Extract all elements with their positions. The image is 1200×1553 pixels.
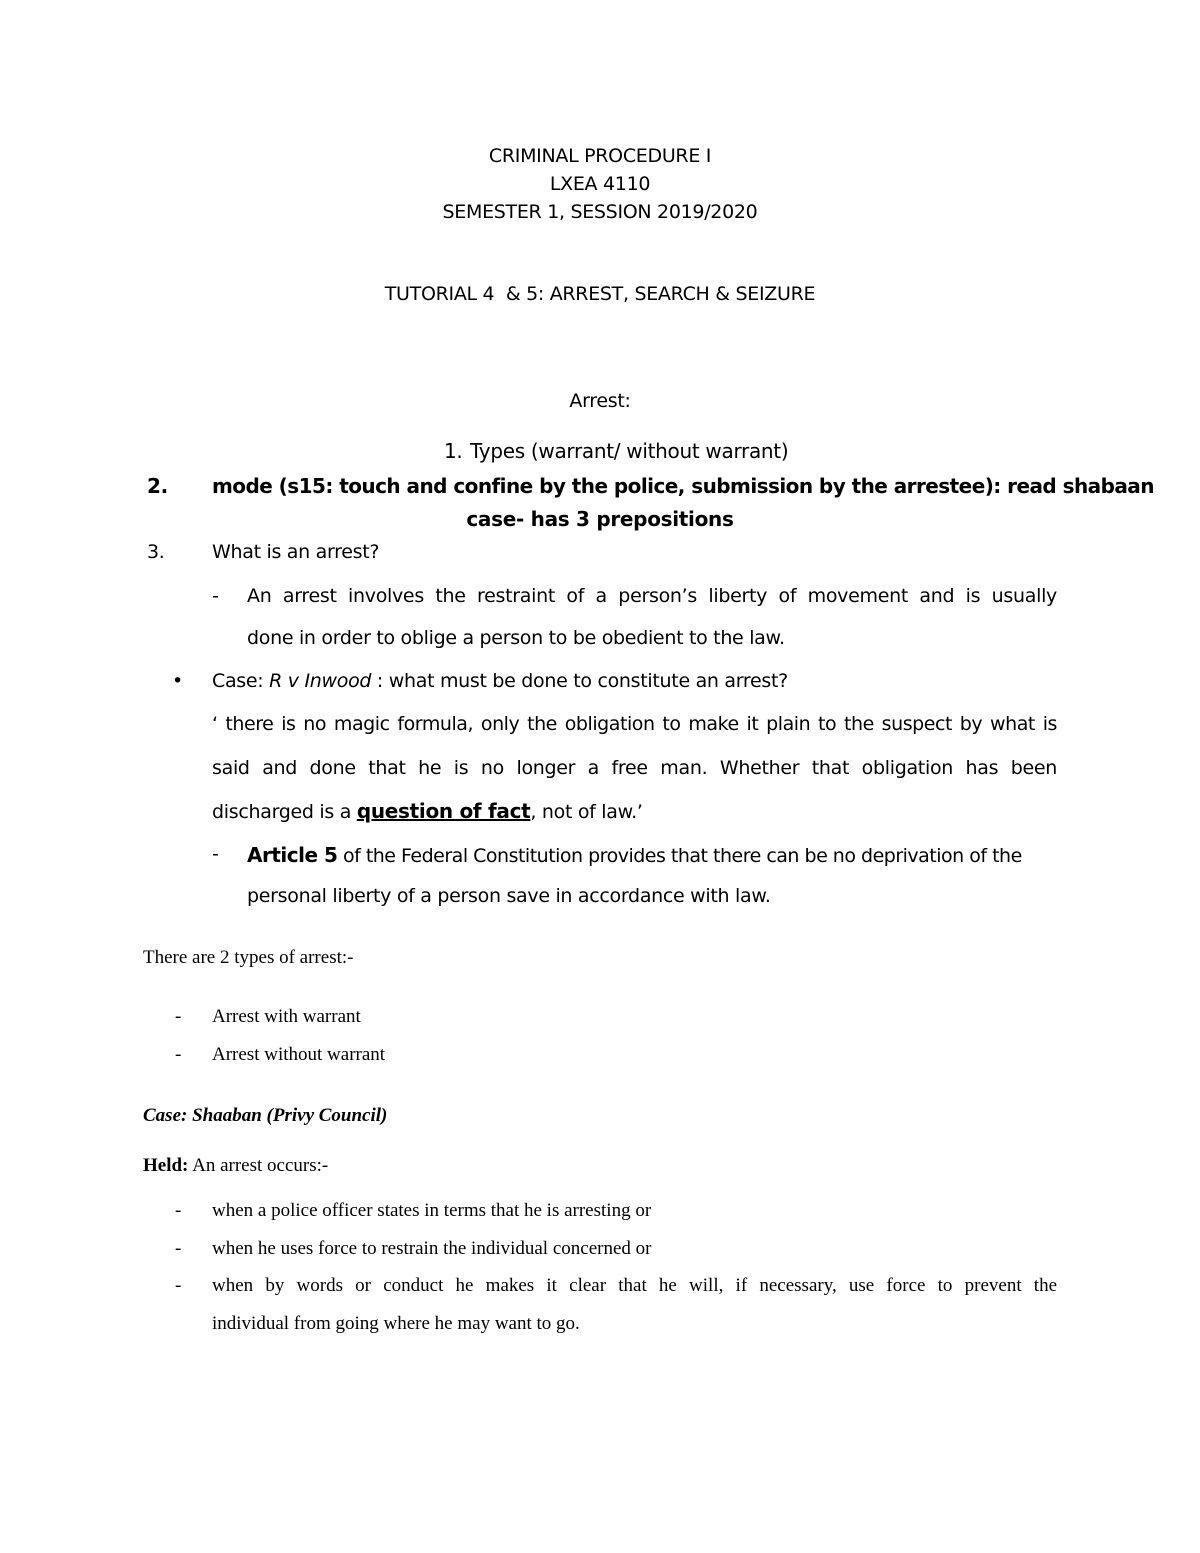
type-with-warrant: Arrest with warrant bbox=[212, 1006, 361, 1027]
list-item-what-is-arrest: What is an arrest? bbox=[212, 541, 380, 563]
semester-line: SEMESTER 1, SESSION 2019/2020 bbox=[442, 201, 758, 223]
article-5: Article 5 bbox=[247, 843, 338, 867]
dash-marker: - bbox=[175, 1006, 182, 1027]
dash-marker: - bbox=[212, 843, 219, 865]
case-prefix: Case: bbox=[212, 670, 270, 692]
definition-line-1: An arrest involves the restraint of a person’s liberty of movement and is usually bbox=[247, 585, 1057, 607]
dash-marker: - bbox=[175, 1200, 182, 1221]
held-item-3-line-2: individual from going where he may want to go. bbox=[212, 1313, 580, 1334]
quote-line-2: said and done that he is no longer a free man. Whether that obligation has been bbox=[212, 757, 1057, 779]
question-of-fact: question of fact bbox=[356, 799, 531, 823]
case-name-inwood: R v Inwood bbox=[269, 670, 372, 692]
held-item-1: when a police officer states in terms that he is arresting or bbox=[212, 1200, 652, 1221]
case-inwood-line bbox=[212, 670, 788, 692]
arrest-heading: Arrest: bbox=[569, 390, 631, 412]
article-text: of the Federal Constitution provides that there can be no deprivation of the bbox=[337, 845, 1022, 867]
held-label: Held: bbox=[143, 1155, 189, 1176]
case-shaaban-heading: Case: Shaaban (Privy Council) bbox=[143, 1105, 388, 1126]
dash-marker: - bbox=[175, 1044, 182, 1065]
dash-marker: - bbox=[175, 1238, 182, 1259]
course-title: CRIMINAL PROCEDURE I bbox=[488, 145, 712, 167]
list-number-1: 1. bbox=[444, 439, 463, 463]
quote-line-3 bbox=[212, 799, 643, 823]
list-number-2: 2. bbox=[147, 474, 168, 498]
list-item-types: Types (warrant/ without warrant) bbox=[470, 439, 789, 463]
dash-marker: - bbox=[212, 585, 219, 607]
list-item-mode-cont: case- has 3 prepositions bbox=[466, 507, 734, 531]
types-intro: There are 2 types of arrest:- bbox=[143, 947, 354, 968]
quote-line-1: ‘ there is no magic formula, only the obligation to make it plain to the suspect by what is bbox=[212, 713, 1057, 735]
case-question: : what must be done to constitute an arrest? bbox=[371, 670, 788, 692]
quote-prefix: discharged is a bbox=[212, 801, 357, 823]
quote-suffix: , not of law.’ bbox=[530, 801, 643, 823]
held-line bbox=[143, 1155, 328, 1177]
tutorial-title: TUTORIAL 4 & 5: ARREST, SEARCH & SEIZURE bbox=[384, 283, 816, 305]
bullet-marker: • bbox=[172, 670, 183, 692]
article-line-1 bbox=[247, 843, 1057, 867]
held-item-2: when he uses force to restrain the individual concerned or bbox=[212, 1238, 652, 1259]
held-text: An arrest occurs:- bbox=[188, 1155, 329, 1176]
dash-marker: - bbox=[175, 1275, 182, 1296]
list-item-mode: mode (s15: touch and confine by the police, submission by the arrestee): read shabaan bbox=[212, 474, 1154, 498]
type-without-warrant: Arrest without warrant bbox=[212, 1044, 386, 1065]
article-line-2: personal liberty of a person save in accordance with law. bbox=[247, 885, 771, 907]
list-number-3: 3. bbox=[147, 541, 165, 563]
held-item-3-line-1: when by words or conduct he makes it clear that he will, if necessary, use force to prevent the bbox=[212, 1275, 1057, 1296]
definition-line-2: done in order to oblige a person to be obedient to the law. bbox=[247, 627, 785, 649]
course-code: LXEA 4110 bbox=[549, 173, 651, 195]
